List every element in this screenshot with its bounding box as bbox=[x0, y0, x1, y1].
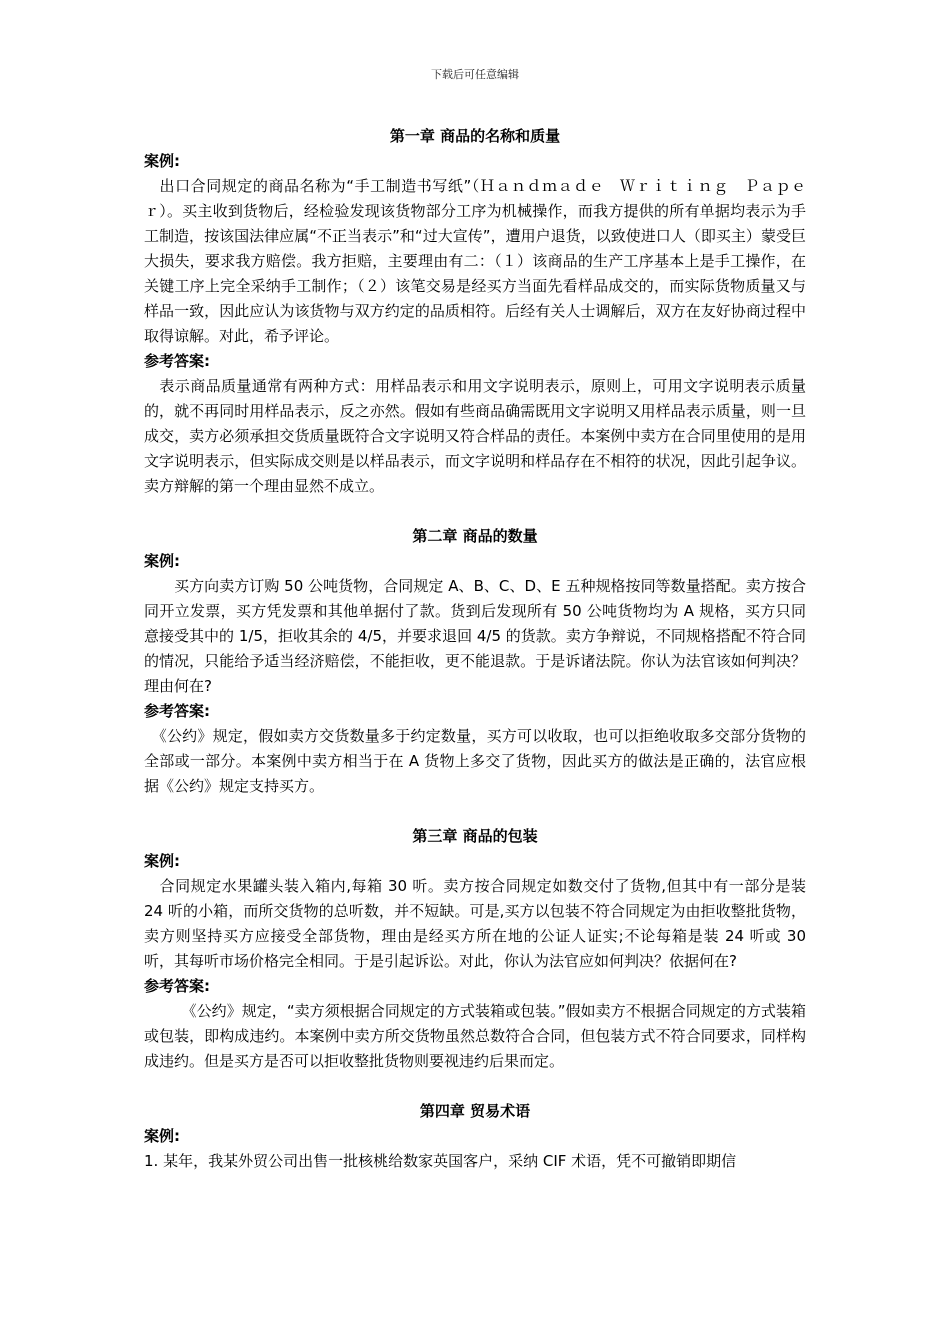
answer-text: 《公约》规定，“卖方须根据合同规定的方式装箱或包装。”假如卖方不根据合同规定的方式装箱或包装，即构成违约。本案例中卖方所交货物虽然总数符合合同，但包装方式不符合同要求，同样构成违约。但是买方是否可以拒收整批货物则要视违约后果而定。 bbox=[144, 1002, 806, 1070]
case-text: 合同规定水果罐头装入箱内,每箱 30 听。卖方按合同规定如数交付了货物,但其中有一部分是装 24 听的小箱，而所交货物的总听数，并不短缺。可是,买方以包装不符合同规定为由拒收整批货物，卖方则坚持买方应接受全部货物，理由是经买方所在地的公证人证实;不论每箱是装 24 听或 30 听，其每听市场价格完全相同。于是引起诉讼。对此，你认为法官应如何判决？依据何在? bbox=[144, 877, 806, 970]
document-body bbox=[144, 124, 806, 1174]
chapter-title: 第四章 贸易术语 bbox=[419, 1102, 531, 1120]
answer-text: 表示商品质量通常有两种方式：用样品表示和用文字说明表示，原则上，可用文字说明表示质量的，就不再同时用样品表示，反之亦然。假如有些商品确需既用文字说明又用样品表示质量，则一旦成交，卖方必须承担交货质量既符合文字说明又符合样品的责任。本案例中卖方在合同里使用的是用文字说明表示，但实际成交则是以样品表示，而文字说明和样品存在不相符的状况，因此引起争议。卖方辩解的第一个理由显然不成立。 bbox=[144, 377, 806, 495]
page-header: 下载后可任意编辑 bbox=[431, 68, 519, 81]
case-label: 案例: bbox=[144, 852, 180, 870]
chapter-2 bbox=[144, 524, 806, 799]
section-divider bbox=[144, 799, 806, 824]
answer-label: 参考答案: bbox=[144, 352, 210, 370]
chapter-title: 第一章 商品的名称和质量 bbox=[389, 127, 561, 145]
case-text: 1. 某年，我某外贸公司出售一批核桃给数家英国客户，采纳 CIF 术语，凭不可撤销即期信 bbox=[144, 1152, 737, 1170]
answer-text: 《公约》规定，假如卖方交货数量多于约定数量，买方可以收取，也可以拒绝收取多交部分货物的全部或一部分。本案例中卖方相当于在 A 货物上多交了货物，因此买方的做法是正确的，法官应根据《公约》规定支持买方。 bbox=[144, 727, 806, 795]
answer-label: 参考答案: bbox=[144, 702, 210, 720]
case-text: 买方向卖方订购 50 公吨货物，合同规定 A、B、C、D、E 五种规格按同等数量搭配。卖方按合同开立发票，买方凭发票和其他单据付了款。货到后发现所有 50 公吨货物均为 A 规格，买方只同意接受其中的 1/5，拒收其余的 4/5，并要求退回 4/5 的货款。卖方争辩说，不同规格搭配不符合同的情况，只能给予适当经济赔偿，不能拒收，更不能退款。于是诉诸法院。你认为法官该如何判决？理由何在? bbox=[144, 577, 806, 695]
case-text: 出口合同规定的商品名称为“手工制造书写纸”（Ｈａｎｄｍａｄｅ Ｗｒｉｔｉｎｇ Ｐａｐｅｒ）。买主收到货物后，经检验发现该货物部分工序为机械操作，而我方提供的所有单据均表示为手工制造，按该国法律应属“不正当表示”和“过大宣传”，遭用户退货，以致使进口人（即买主）蒙受巨大损失，要求我方赔偿。我方拒赔，主要理由有二：（１）该商品的生产工序基本上是手工操作，在关键工序上完全采纳手工制作；（２）该笔交易是经买方当面先看样品成交的，而实际货物质量又与样品一致，因此应认为该货物与双方约定的品质相符。后经有关人士调解后，双方在友好协商过程中取得谅解。对此，希予评论。 bbox=[144, 177, 806, 345]
section-divider bbox=[144, 499, 806, 524]
case-label: 案例: bbox=[144, 552, 180, 570]
chapter-title: 第二章 商品的数量 bbox=[412, 527, 538, 545]
chapter-title: 第三章 商品的包装 bbox=[412, 827, 538, 845]
answer-label: 参考答案: bbox=[144, 977, 210, 995]
case-label: 案例: bbox=[144, 1127, 180, 1145]
case-label: 案例: bbox=[144, 152, 180, 170]
chapter-1 bbox=[144, 124, 806, 499]
chapter-3 bbox=[144, 824, 806, 1074]
chapter-4 bbox=[144, 1099, 806, 1174]
section-divider bbox=[144, 1074, 806, 1099]
